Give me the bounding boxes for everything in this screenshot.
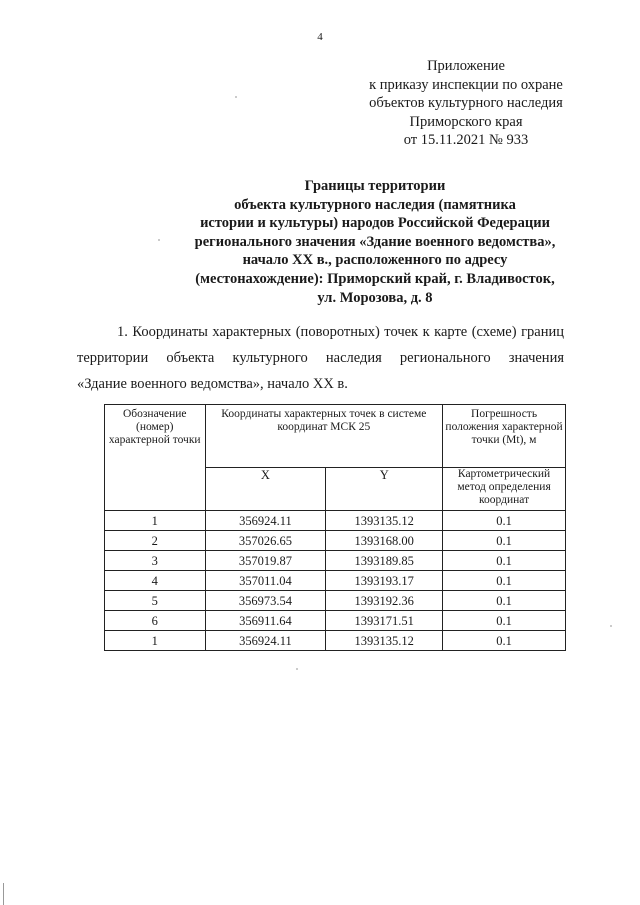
- scan-edge-mark: [3, 883, 4, 905]
- header-point: Обозначение (номер) характерной точки: [105, 405, 206, 511]
- appendix-line: от 15.11.2021 № 933: [403, 132, 529, 149]
- title-line: Границы территории: [304, 178, 446, 194]
- table-row: [105, 551, 566, 571]
- cell-y: 1393192.36: [326, 591, 443, 611]
- cell-point: 5: [105, 591, 206, 611]
- appendix-line: Приморского края: [409, 113, 523, 130]
- header-x: X: [205, 468, 326, 511]
- title-line: объекта культурного наследия (памятника: [234, 196, 516, 213]
- table-row: [105, 571, 566, 591]
- table-row: [105, 611, 566, 631]
- cell-error: 0.1: [443, 611, 566, 631]
- cell-y: 1393135.12: [326, 511, 443, 531]
- table-row: [105, 591, 566, 611]
- table-row: [105, 531, 566, 551]
- cell-error: 0.1: [443, 591, 566, 611]
- appendix-line: объектов культурного наследия: [369, 95, 563, 112]
- page-number: 4: [317, 31, 323, 43]
- cell-error: 0.1: [443, 551, 566, 571]
- appendix-block: [352, 57, 580, 150]
- table-row: [105, 631, 566, 651]
- appendix-line: к приказу инспекции по охране: [369, 76, 563, 93]
- table-row: [105, 511, 566, 531]
- scan-speck: [610, 625, 612, 627]
- paragraph-line: территории объекта культурного наследия регионального значения: [77, 350, 564, 366]
- title-line: регионального значения «Здание военного ведомства»,: [194, 233, 556, 250]
- cell-x: 356911.64: [205, 611, 326, 631]
- cell-error: 0.1: [443, 531, 566, 551]
- scan-speck: [158, 239, 160, 241]
- cell-error: 0.1: [443, 571, 566, 591]
- cell-x: 357026.65: [205, 531, 326, 551]
- cell-point: 4: [105, 571, 206, 591]
- cell-point: 2: [105, 531, 206, 551]
- table-header-row: [105, 405, 566, 468]
- paragraph-coordinates-intro: [77, 319, 564, 397]
- cell-error: 0.1: [443, 631, 566, 651]
- cell-x: 357019.87: [205, 551, 326, 571]
- title-line: начало XX в., расположенного по адресу: [242, 252, 508, 269]
- cell-x: 356924.11: [205, 511, 326, 531]
- scan-speck: [296, 668, 298, 670]
- title-line: ул. Морозова, д. 8: [317, 289, 433, 306]
- paragraph-line: 1. Координаты характерных (поворотных) точек к карте (схеме) границ: [117, 324, 564, 340]
- cell-y: 1393168.00: [326, 531, 443, 551]
- cell-x: 356924.11: [205, 631, 326, 651]
- appendix-line: Приложение: [427, 58, 505, 74]
- cell-y: 1393171.51: [326, 611, 443, 631]
- paragraph-line: «Здание военного ведомства», начало XX в.: [77, 376, 348, 392]
- header-y: Y: [326, 468, 443, 511]
- cell-y: 1393189.85: [326, 551, 443, 571]
- cell-error: 0.1: [443, 511, 566, 531]
- cell-point: 3: [105, 551, 206, 571]
- title-line: истории и культуры) народов Российской Федерации: [200, 215, 550, 232]
- header-coords: Координаты характерных точек в системе координат МСК 25: [205, 405, 443, 468]
- header-error: Погрешность положения характерной точки (Mt), м: [443, 405, 566, 468]
- cell-y: 1393193.17: [326, 571, 443, 591]
- cell-point: 1: [105, 631, 206, 651]
- cell-point: 6: [105, 611, 206, 631]
- title-line: (местонахождение): Приморский край, г. Владивосток,: [195, 270, 555, 287]
- coordinates-table: [104, 404, 566, 651]
- document-title: [150, 177, 600, 307]
- scan-speck: [235, 96, 237, 98]
- cell-x: 356973.54: [205, 591, 326, 611]
- cell-point: 1: [105, 511, 206, 531]
- cell-y: 1393135.12: [326, 631, 443, 651]
- header-method: Картометрический метод определения координат: [443, 468, 566, 511]
- cell-x: 357011.04: [205, 571, 326, 591]
